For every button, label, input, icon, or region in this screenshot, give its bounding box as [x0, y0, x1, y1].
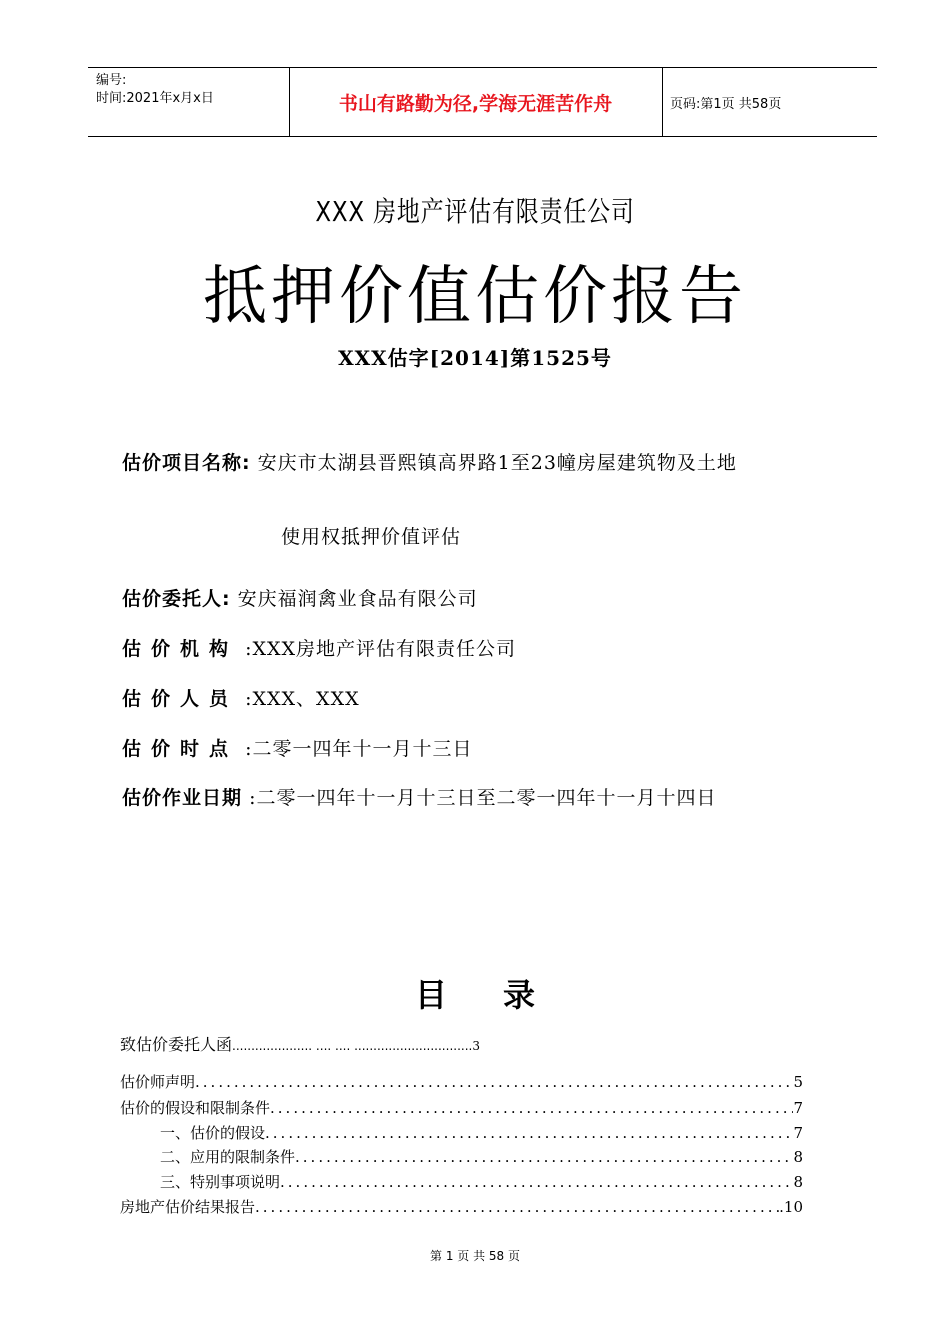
toc-entry-page: 5: [793, 1073, 803, 1091]
header-divider: [662, 68, 663, 136]
toc-entry-label: 估价师声明: [120, 1073, 196, 1091]
toc-leader-dots: [295, 1148, 793, 1166]
field-label: 估价项目名称:: [122, 452, 251, 474]
field-label: 估价人员: [122, 688, 239, 710]
toc-title-part: 录: [503, 976, 536, 1014]
header-meta: [96, 72, 214, 108]
toc-entry[interactable]: [160, 1171, 803, 1192]
toc-entry-page: 8: [793, 1148, 803, 1166]
toc-entry-page: .10: [779, 1198, 803, 1216]
toc-entry-label: 房地产估价结果报告: [120, 1198, 256, 1216]
toc-leader-dots: [195, 1073, 793, 1091]
toc-leader-dots: ..................... .... .... ...............................: [232, 1039, 473, 1053]
header-motto: 书山有路勤为径,学海无涯苦作舟: [338, 92, 613, 115]
field-label: 估价委托人:: [122, 588, 231, 610]
toc-entry[interactable]: [120, 1071, 803, 1092]
header-time-label: 时间:2021年x月x日: [96, 91, 214, 106]
toc-entry-page: 3: [472, 1039, 480, 1053]
toc-leader-dots: [270, 1099, 793, 1117]
field-value: :二零一四年十一月十三日: [245, 738, 473, 760]
toc-entry[interactable]: [160, 1122, 803, 1143]
toc-leader-dots: [255, 1198, 779, 1216]
toc-entry-label: 一、估价的假设: [160, 1124, 266, 1142]
toc-entry-page: 8: [793, 1173, 803, 1191]
toc-title: [0, 970, 950, 1016]
toc-entry[interactable]: [160, 1146, 803, 1167]
toc-entry-page: 7: [793, 1124, 803, 1142]
toc-leader-dots: [280, 1173, 793, 1191]
field-value: 使用权抵押价值评估: [281, 526, 462, 548]
toc-leader-dots: [265, 1124, 793, 1142]
toc-entry-label: 三、特别事项说明: [160, 1173, 281, 1191]
toc-title-part: 目: [414, 976, 447, 1014]
toc-entry-label: 致估价委托人函: [120, 1035, 233, 1054]
field-value: 安庆福润禽业食品有限公司: [237, 588, 478, 610]
page-header: [88, 67, 877, 137]
agency-field: [122, 634, 516, 661]
field-value: :XXX、XXX: [245, 688, 360, 710]
company-name: XXX 房地产评估有限责任公司: [315, 195, 635, 228]
field-value: :XXX房地产评估有限责任公司: [245, 638, 517, 660]
project-name-continued: [281, 522, 461, 549]
project-name-field: [122, 448, 737, 475]
field-label: 估价作业日期: [122, 787, 243, 809]
client-field: [122, 584, 478, 611]
report-reference-number: XXX估字[2014]第1525号: [338, 346, 612, 370]
header-number-label: 编号:: [96, 73, 127, 88]
staff-field: [122, 684, 360, 711]
field-value: :二零一四年十一月十三日至二零一四年十一月十四日: [249, 787, 717, 809]
field-value: 安庆市太湖县晋熙镇高界路1至23幢房屋建筑物及土地: [257, 452, 737, 474]
toc-entry-label: 估价的假设和限制条件: [120, 1099, 271, 1117]
toc-entry-page: 7: [793, 1099, 803, 1117]
header-page-info: 页码:第1页 共58页: [670, 96, 782, 112]
toc-entry-label: 二、应用的限制条件: [160, 1148, 296, 1166]
toc-entry[interactable]: [120, 1032, 480, 1055]
work-period-field: [122, 783, 716, 810]
page-footer: 第 1 页 共 58 页: [430, 1249, 520, 1263]
valuation-date-field: [122, 734, 472, 761]
field-label: 估价时点: [122, 738, 239, 760]
toc-entry[interactable]: [120, 1196, 803, 1217]
field-label: 估价机构: [122, 638, 239, 660]
toc-entry[interactable]: [120, 1097, 803, 1118]
report-title: 抵押价值估价报告: [203, 260, 747, 334]
